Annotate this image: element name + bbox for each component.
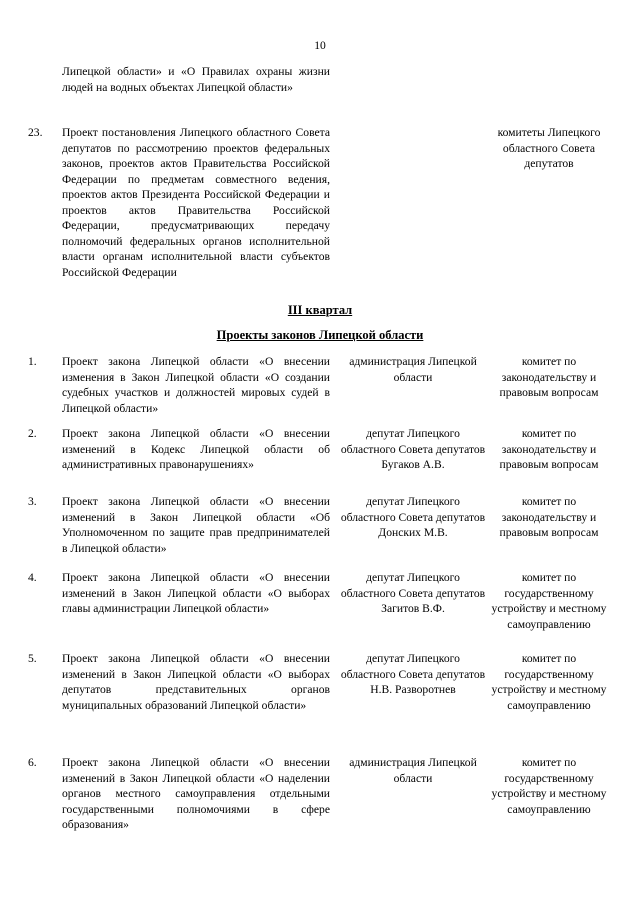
row-number: 5. <box>28 652 37 665</box>
row-description: Проект закона Липецкой области «О внесении изменений в Кодекс Липецкой области об административных правонарушениях» <box>62 427 330 471</box>
row-description: Проект закона Липецкой области «О внесении изменения в Закон Липецкой области «О создании судебных участков и должностей мировых судей в Липецкой области» <box>62 355 330 415</box>
row-number: 3. <box>28 495 37 508</box>
row-executor: депутат Липецкого областного Совета депутатов Донских М.В. <box>340 495 486 539</box>
section-heading: III квартал <box>287 303 353 317</box>
row-responsible: комитет по государственному устройству и местному самоуправлению <box>491 571 607 631</box>
row-number: 1. <box>28 355 37 368</box>
row-number: 2. <box>28 427 37 440</box>
row-responsible: комитет по законодательству и правовым вопросам <box>499 495 599 539</box>
row-description: Проект закона Липецкой области «О внесении изменений в Закон Липецкой области «О выборах депутатов представительных органов муниципальных образований Липецкой области» <box>62 652 330 712</box>
row-description: Проект закона Липецкой области «О внесении изменений в Закон Липецкой области «Об Уполномоченном по защите прав предпринимателей в Липецкой области» <box>62 495 330 555</box>
row-responsible: комитет по законодательству и правовым вопросам <box>499 427 599 471</box>
row-number: 23. <box>28 126 43 139</box>
row-number: 4. <box>28 571 37 584</box>
row-responsible: комитет по законодательству и правовым вопросам <box>499 355 599 399</box>
row-executor: депутат Липецкого областного Совета депутатов Загитов В.Ф. <box>340 571 486 615</box>
row-description: Проект закона Липецкой области «О внесении изменений в Закон Липецкой области «О выборах главы администрации Липецкой области» <box>62 571 330 615</box>
row-responsible: комитет по государственному устройству и местному самоуправлению <box>491 652 607 712</box>
row-description: Проект постановления Липецкого областного Совета депутатов по рассмотрению проектов федеральных законов, проектов актов Правительства Российской Федерации по предметам совместного ведения, проектов актов Президента Российской Федерации и проектов актов Правительства Российской Федерации, предусматривающих передачу полномочий федеральных органов исполнительной власти органам исполнительной власти субъектов Российской Федерации <box>62 126 330 279</box>
row-responsible: комитеты Липецкого областного Совета депутатов <box>497 126 601 170</box>
subsection-heading: Проекты законов Липецкой области <box>216 328 424 342</box>
row-number: 6. <box>28 756 37 769</box>
row-executor: депутат Липецкого областного Совета депутатов Н.В. Разворотнев <box>340 652 486 696</box>
row-responsible: комитет по государственному устройству и местному самоуправлению <box>491 756 607 816</box>
carryover-text: Липецкой области» и «О Правилах охраны жизни людей на водных объектах Липецкой области» <box>62 65 330 94</box>
row-description: Проект закона Липецкой области «О внесении изменений в Закон Липецкой области «О наделении органов местного самоуправления отдельными государственными полномочиями в сфере образования» <box>62 756 330 831</box>
row-executor: администрация Липецкой области <box>349 355 477 384</box>
row-executor: администрация Липецкой области <box>349 756 477 785</box>
page-number: 10 <box>314 39 326 52</box>
row-executor: депутат Липецкого областного Совета депутатов Бугаков А.В. <box>340 427 486 471</box>
